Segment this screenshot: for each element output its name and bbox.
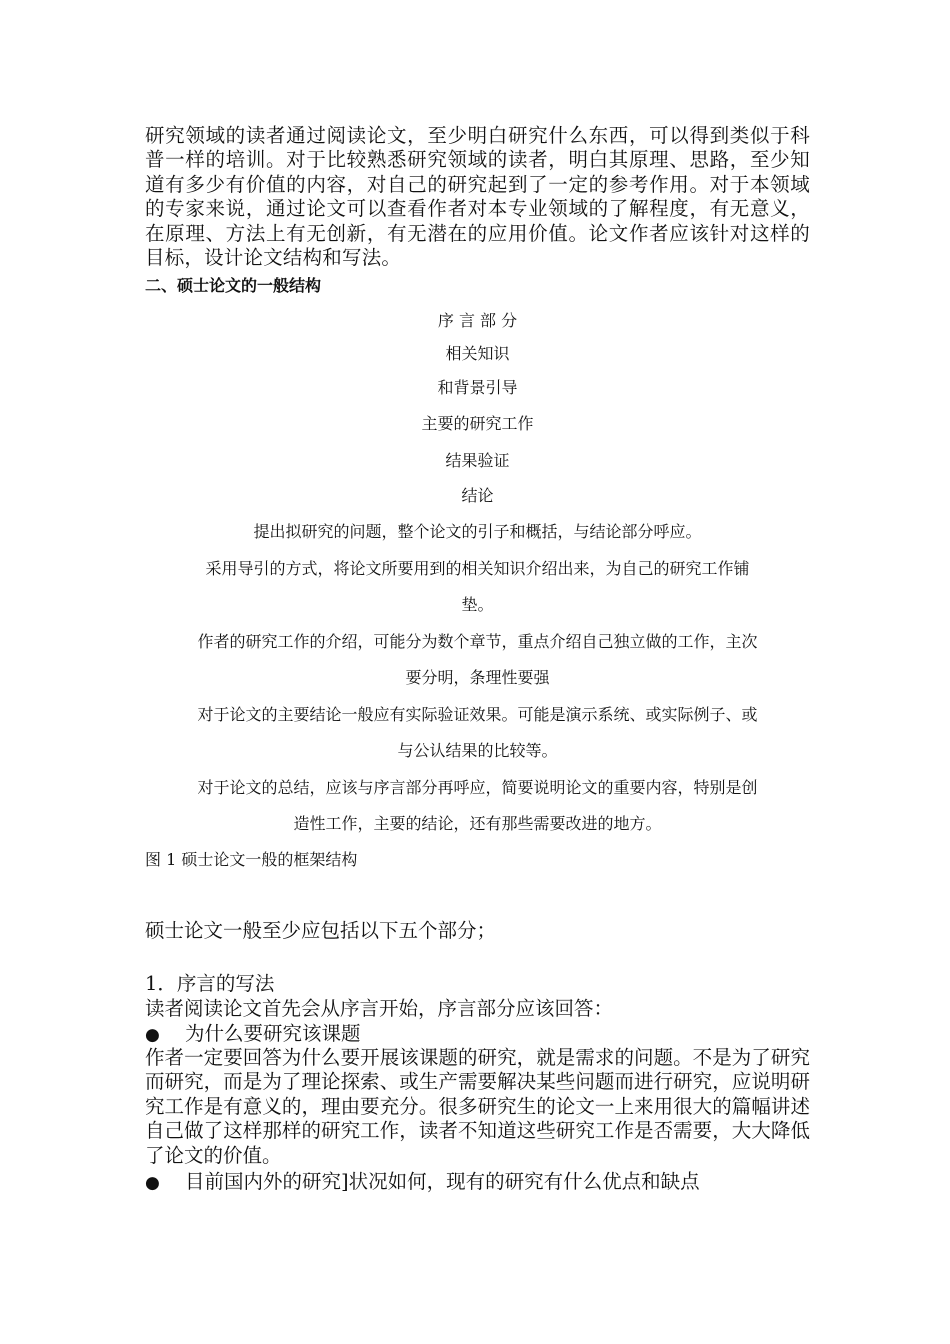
bullet-item (145, 1022, 810, 1047)
summary-line: 硕士论文一般至少应包括以下五个部分； (145, 919, 497, 942)
structure-label-preface: 序 言 部 分 (437, 311, 518, 330)
bullet-item (145, 1170, 810, 1195)
structure-label-verification: 结果验证 (445, 451, 510, 470)
structure-description-work-2: 要分明，条理性要强 (405, 668, 550, 687)
structure-description-conclusion-1: 对于论文的总结，应该与序言部分再呼应，简要说明论文的重要内容，特别是创 (197, 778, 758, 797)
structure-label-main-work: 主要的研究工作 (421, 414, 534, 433)
bullet-dot-icon: ● (145, 1025, 160, 1045)
structure-label-background: 和背景引导 (437, 378, 518, 397)
bullet-dot-icon: ● (145, 1173, 160, 1193)
section1-paragraph: 作者一定要回答为什么要开展该课题的研究，就是需求的问题。不是为了研究而研究，而是为了理论探索、或生产需要解决某些问题而进行研究，应说明研究工作是有意义的，理由要充分。很多研究生的论文一上来用很大的篇幅讲述自己做了这样那样的研究工作，读者不知道这些研究工作是否需要，大大降低了论文的价值。 (145, 1046, 810, 1167)
structure-description-verification-1: 对于论文的主要结论一般应有实际验证效果。可能是演示系统、或实际例子、或 (197, 705, 758, 724)
structure-label-related-knowledge: 相关知识 (445, 344, 510, 363)
bullet-text: 为什么要研究该课题 (185, 1022, 361, 1045)
structure-description-related-1: 采用导引的方式，将论文所要用到的相关知识介绍出来，为自己的研究工作铺 (205, 559, 750, 578)
section-heading: 二、硕士论文的一般结构 (145, 276, 322, 295)
structure-description-verification-2: 与公认结果的比较等。 (397, 741, 558, 760)
structure-description-related-2: 垫。 (461, 595, 494, 614)
structure-description-work-1: 作者的研究工作的介绍，可能分为数个章节，重点介绍自己独立做的工作，主次 (197, 632, 758, 651)
figure-caption: 图 1 硕士论文一般的框架结构 (145, 850, 358, 869)
structure-label-conclusion: 结论 (461, 486, 494, 505)
section1-intro: 读者阅读论文首先会从序言开始，序言部分应该回答： (145, 997, 614, 1020)
structure-description-preface: 提出拟研究的问题，整个论文的引子和概括，与结论部分呼应。 (253, 522, 702, 541)
structure-description-conclusion-2: 造性工作，主要的结论，还有那些需要改进的地方。 (293, 814, 662, 833)
intro-paragraph: 研究领域的读者通过阅读论文，至少明白研究什么东西，可以得到类似于科普一样的培训。对于比较熟悉研究领域的读者，明白其原理、思路，至少知道有多少有价值的内容，对自己的研究起到了一定的参考作用。对于本领域的专家来说，通过论文可以查看作者对本专业领域的了解程度，有无意义，在原理、方法上有无创新，有无潜在的应用价值。论文作者应该针对这样的目标，设计论文结构和写法。 (145, 124, 810, 270)
section1-title: 1．序言的写法 (145, 972, 275, 995)
bullet-text: 目前国内外的研究]状况如何，现有的研究有什么优点和缺点 (185, 1170, 700, 1193)
